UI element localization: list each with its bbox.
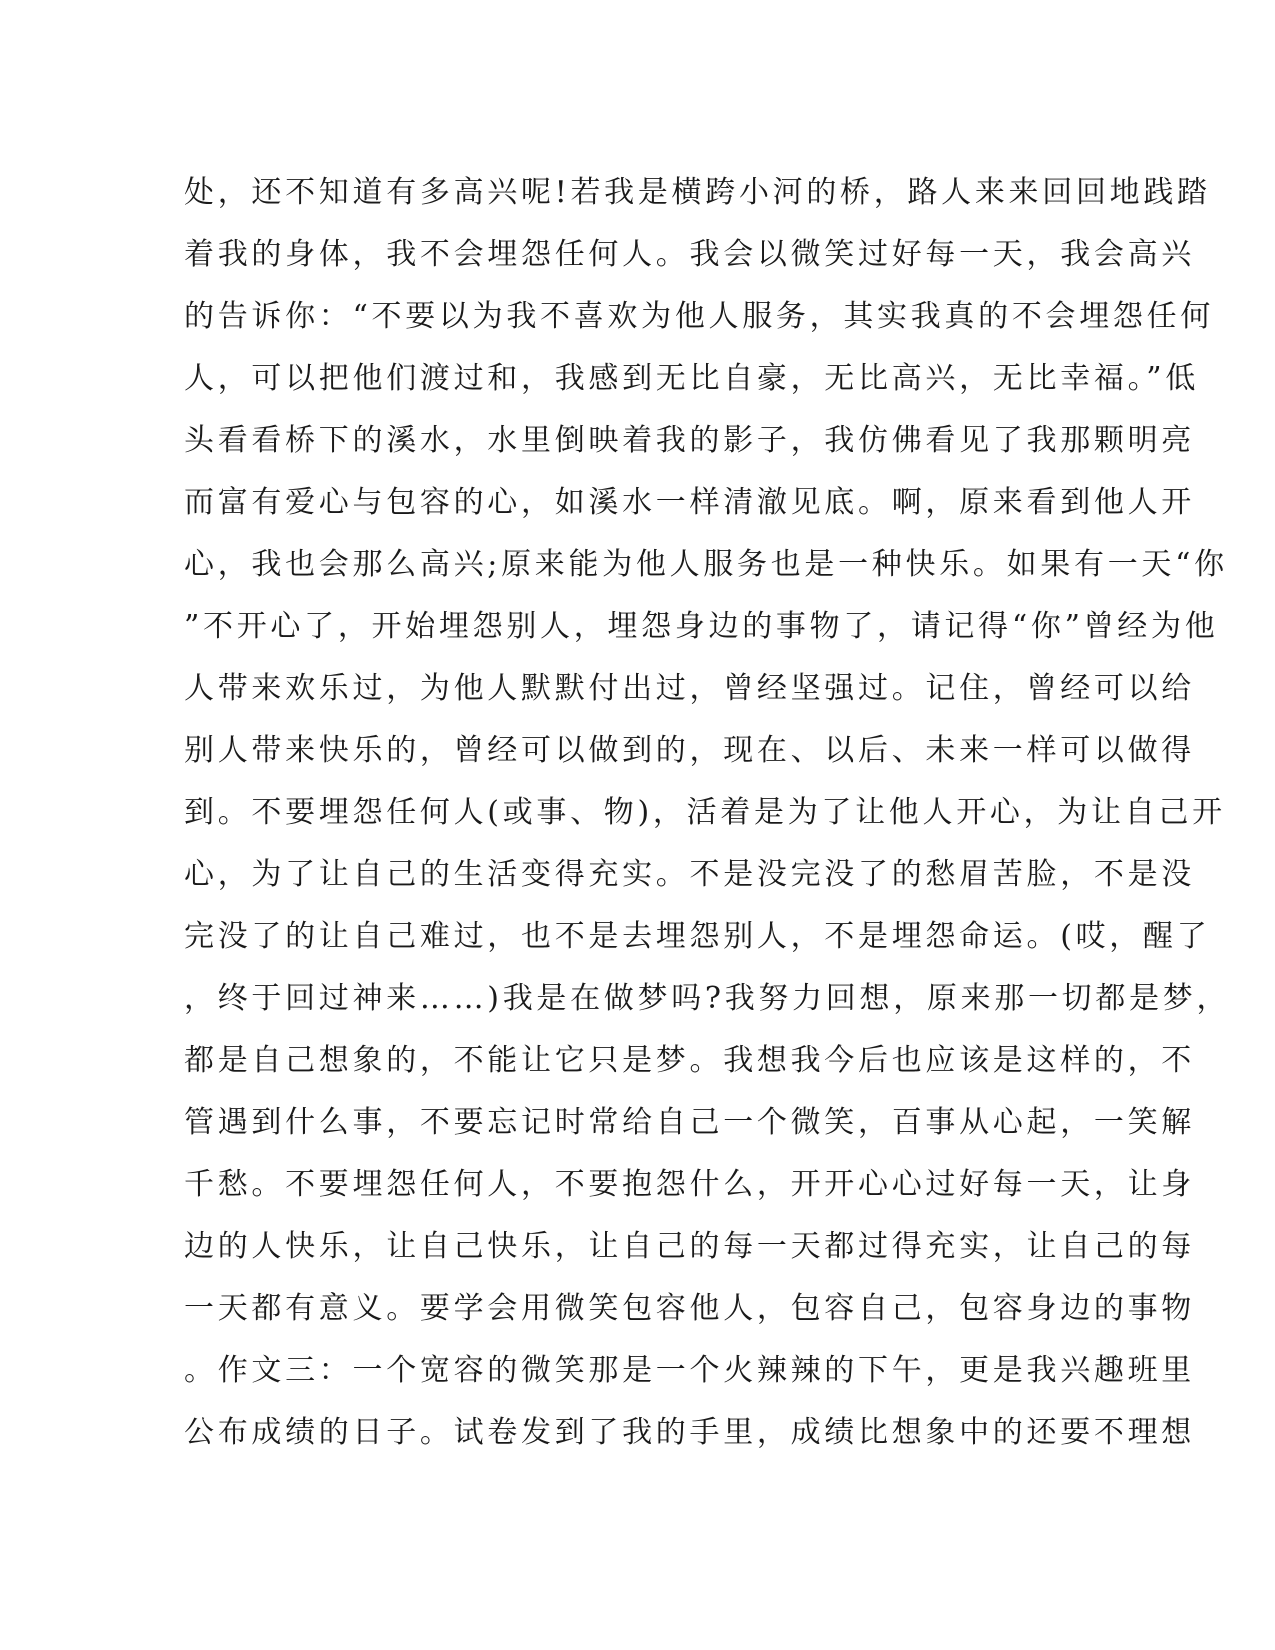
text-line-9: 人带来欢乐过，为他人默默付出过，曾经坚强过。记住，曾经可以给 [184, 671, 1195, 706]
text-line-2: 着我的身体，我不会埋怨任何人。我会以微笑过好每一天，我会高兴 [184, 237, 1195, 272]
text-line-11: 到。不要埋怨任何人(或事、物)，活着是为了让他人开心，为让自己开 [184, 795, 1226, 830]
text-line-10: 别人带来快乐的，曾经可以做到的，现在、以后、未来一样可以做得 [184, 733, 1195, 768]
text-line-19: 一天都有意义。要学会用微笑包容他人，包容自己，包容身边的事物 [184, 1291, 1195, 1326]
text-line-21: 公布成绩的日子。试卷发到了我的手里，成绩比想象中的还要不理想 [184, 1415, 1195, 1450]
text-line-6: 而富有爱心与包容的心，如溪水一样清澈见底。啊，原来看到他人开 [184, 485, 1195, 520]
text-line-13: 完没了的让自己难过，也不是去埋怨别人，不是埋怨命运。(哎，醒了 [184, 919, 1211, 954]
text-line-4: 人，可以把他们渡过和，我感到无比自豪，无比高兴，无比幸福。”低 [184, 361, 1200, 396]
text-line-1: 处，还不知道有多高兴呢!若我是横跨小河的桥，路人来来回回地践踏 [184, 175, 1211, 210]
text-line-14: ，终于回过神来……)我是在做梦吗?我努力回想，原来那一切都是梦， [184, 981, 1231, 1016]
text-line-17: 千愁。不要埋怨任何人，不要抱怨什么，开开心心过好每一天，让身 [184, 1167, 1195, 1202]
text-line-15: 都是自己想象的，不能让它只是梦。我想我今后也应该是这样的，不 [184, 1043, 1195, 1078]
text-line-8: ”不开心了，开始埋怨别人，埋怨身边的事物了，请记得“你”曾经为他 [184, 609, 1219, 644]
essay-body [184, 162, 1231, 1464]
text-line-3: 的告诉你：“不要以为我不喜欢为他人服务，其实我真的不会埋怨任何 [184, 299, 1215, 334]
text-line-12: 心，为了让自己的生活变得充实。不是没完没了的愁眉苦脸，不是没 [184, 857, 1195, 892]
text-line-5: 头看看桥下的溪水，水里倒映着我的影子，我仿佛看见了我那颗明亮 [184, 423, 1195, 458]
text-line-18: 边的人快乐，让自己快乐，让自己的每一天都过得充实，让自己的每 [184, 1229, 1195, 1264]
text-line-16: 管遇到什么事，不要忘记时常给自己一个微笑，百事从心起，一笑解 [184, 1105, 1195, 1140]
text-line-20: 。作文三：一个宽容的微笑那是一个火辣辣的下午，更是我兴趣班里 [184, 1353, 1195, 1388]
text-line-7: 心，我也会那么高兴;原来能为他人服务也是一种快乐。如果有一天“你 [184, 547, 1228, 582]
